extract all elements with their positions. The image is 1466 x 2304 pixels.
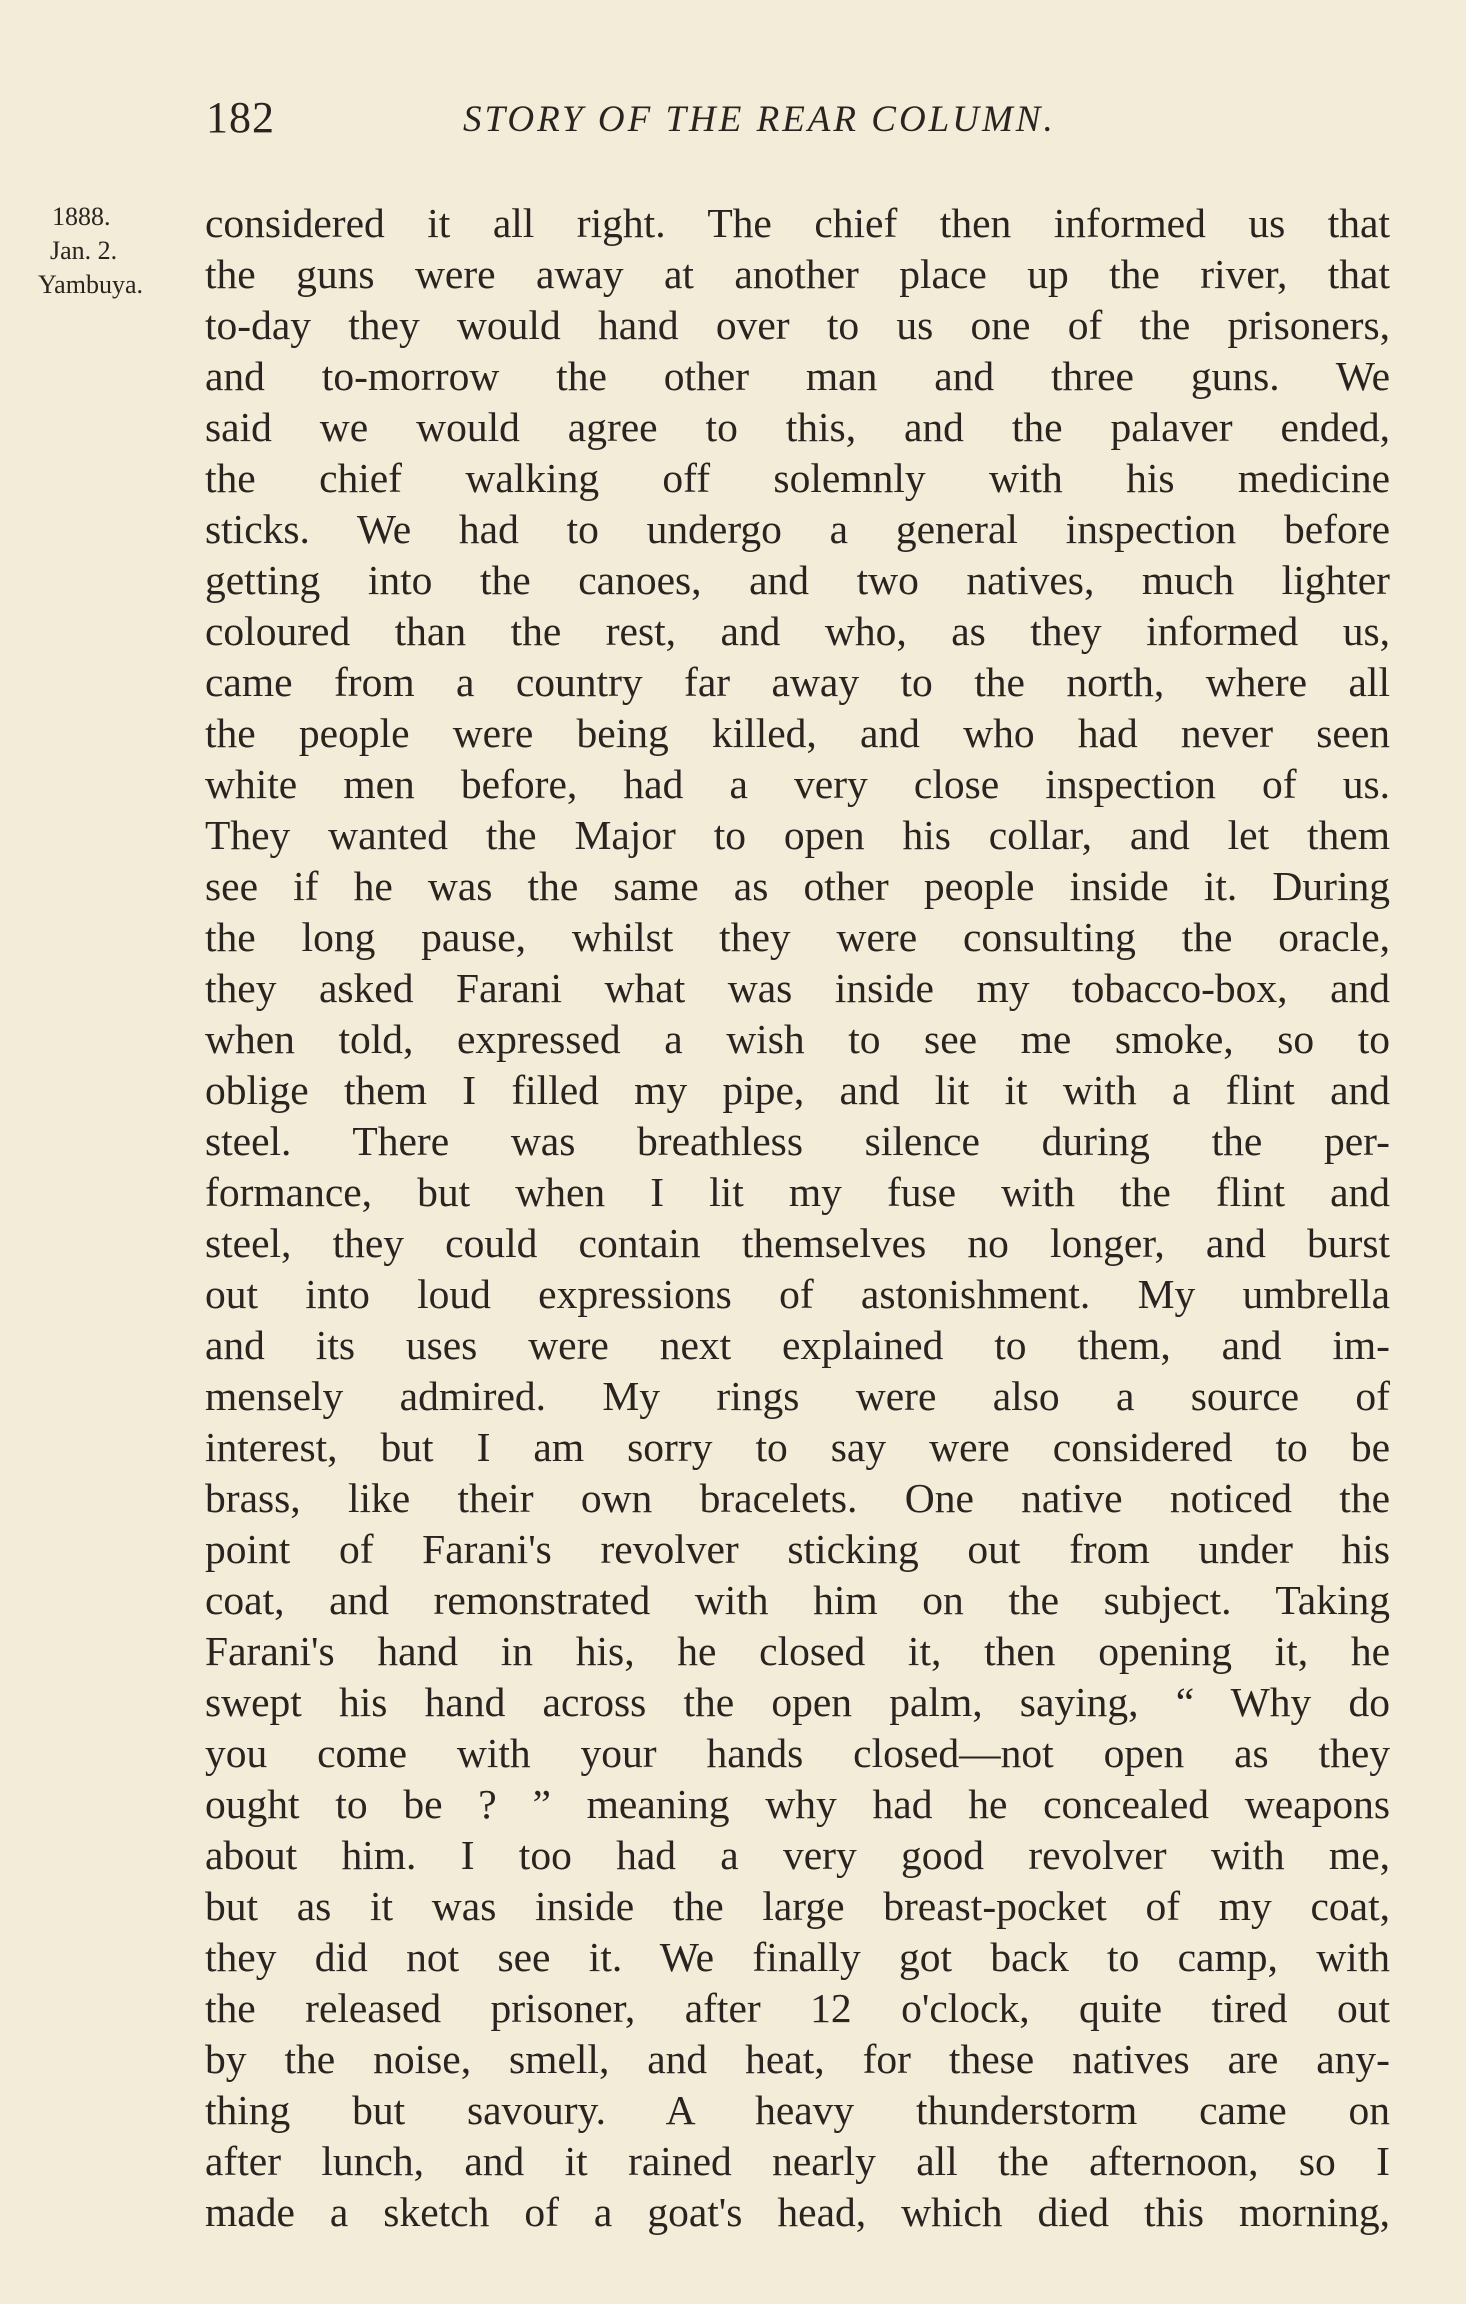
margin-note-date: Jan. 2. [50,236,118,265]
text-line: and to-morrow the other man and three guns. We [205,353,1390,399]
text-line: thing but savoury. A heavy thunderstorm came on [205,2087,1390,2133]
text-line: the long pause, whilst they were consulting the oracle, [205,914,1390,960]
margin-note [38,200,178,302]
text-line: when told, expressed a wish to see me smoke, so to [205,1016,1390,1062]
text-line: they asked Farani what was inside my tobacco-box, and [205,965,1390,1011]
text-line: white men before, had a very close inspection of us. [205,761,1390,807]
text-line: the chief walking off solemnly with his medicine [205,455,1390,501]
text-line: interest, but I am sorry to say were considered to be [205,1424,1390,1470]
page-header [200,92,1400,152]
text-line: to-day they would hand over to us one of the prisoners, [205,302,1390,348]
text-line: getting into the canoes, and two natives, much lighter [205,557,1390,603]
text-line: steel, they could contain themselves no longer, and burst [205,1220,1390,1266]
text-line: sticks. We had to undergo a general inspection before [205,506,1390,552]
text-line: made a sketch of a goat's head, which died this morning, [205,2189,1390,2235]
text-line: the released prisoner, after 12 o'clock, quite tired out [205,1985,1390,2031]
page-number: 182 [206,93,275,142]
text-line: came from a country far away to the north, where all [205,659,1390,705]
text-line: the guns were away at another place up the river, that [205,251,1390,297]
text-line: but as it was inside the large breast-pocket of my coat, [205,1883,1390,1929]
body-text [205,198,1390,2238]
running-head: STORY OF THE REAR COLUMN. [463,99,1056,140]
text-line: swept his hand across the open palm, saying, “ Why do [205,1679,1390,1725]
text-line: mensely admired. My rings were also a source of [205,1373,1390,1419]
text-line: you come with your hands closed—not open as they [205,1730,1390,1776]
text-line: see if he was the same as other people inside it. During [205,863,1390,909]
text-line: brass, like their own bracelets. One native noticed the [205,1475,1390,1521]
text-line: coloured than the rest, and who, as they informed us, [205,608,1390,654]
text-line: Farani's hand in his, he closed it, then opening it, he [205,1628,1390,1674]
margin-note-place: Yambuya. [38,270,143,299]
text-line: about him. I too had a very good revolver with me, [205,1832,1390,1878]
margin-note-year: 1888. [52,202,111,231]
text-line: the people were being killed, and who had never seen [205,710,1390,756]
text-line: formance, but when I lit my fuse with the flint and [205,1169,1390,1215]
text-line: ought to be ? ” meaning why had he concealed weapons [205,1781,1390,1827]
text-line: by the noise, smell, and heat, for these natives are any- [205,2036,1390,2082]
text-line: coat, and remonstrated with him on the subject. Taking [205,1577,1390,1623]
text-line: They wanted the Major to open his collar, and let them [205,812,1390,858]
text-line: considered it all right. The chief then informed us that [205,200,1390,246]
text-line: after lunch, and it rained nearly all the afternoon, so I [205,2138,1390,2184]
text-line: point of Farani's revolver sticking out from under his [205,1526,1390,1572]
text-line: said we would agree to this, and the palaver ended, [205,404,1390,450]
text-line: oblige them I filled my pipe, and lit it with a flint and [205,1067,1390,1113]
text-line: and its uses were next explained to them, and im- [205,1322,1390,1368]
text-line: out into loud expressions of astonishment. My umbrella [205,1271,1390,1317]
text-line: they did not see it. We finally got back to camp, with [205,1934,1390,1980]
text-line: steel. There was breathless silence during the per- [205,1118,1390,1164]
